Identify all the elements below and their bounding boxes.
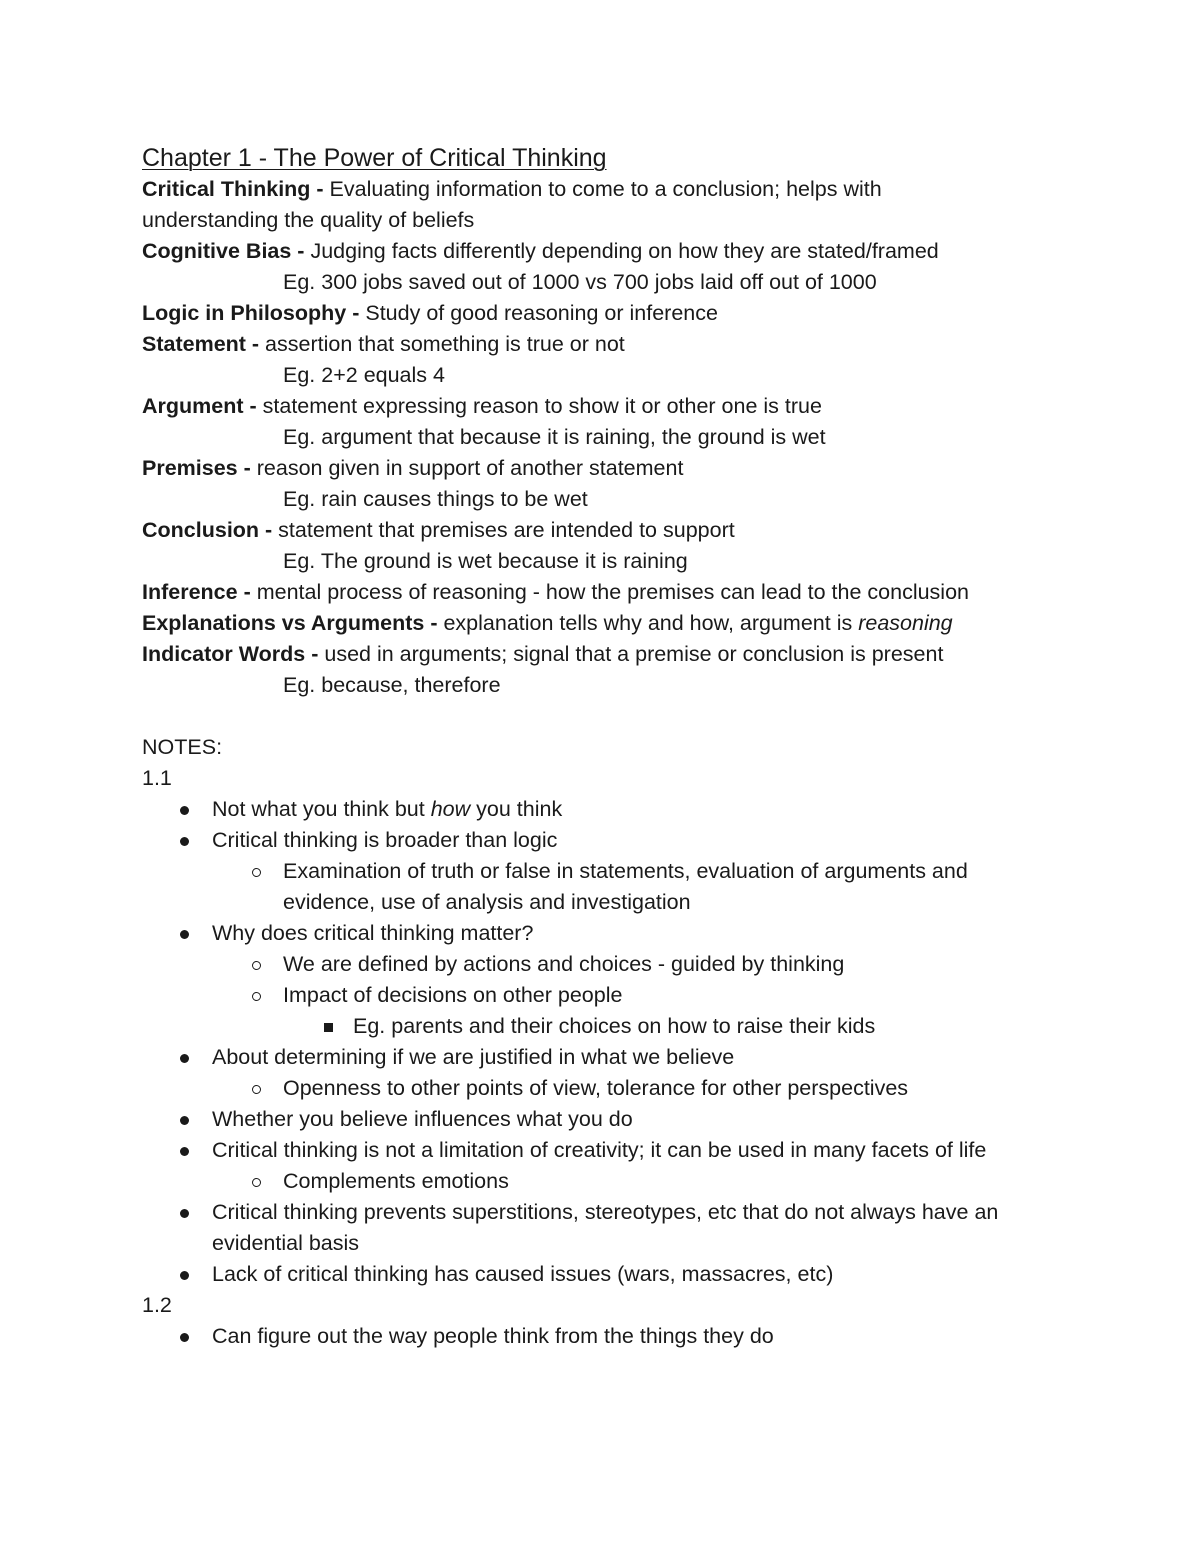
term: Explanations vs Arguments - [142,611,438,635]
definition-logic-in-philosophy [142,298,1062,329]
bullet-dot-icon [180,1209,189,1218]
list-item-text: Critical thinking is broader than logic [212,828,558,852]
definition-text: used in arguments; signal that a premise or conclusion is present [318,642,944,666]
term: Inference - [142,580,251,604]
list-item [142,1011,1062,1042]
document-page [142,142,1062,1352]
bullet-dot-icon [180,1147,189,1156]
list-item-text: Complements emotions [283,1169,509,1193]
bullet-dot-icon [180,1116,189,1125]
bullet-circle-icon [252,992,261,1001]
list-item [142,1073,1062,1104]
notes-list-1-1 [142,794,1062,1290]
list-item-text: Critical thinking prevents superstitions, stereotypes, etc that do not always have an evidential basis [212,1200,999,1255]
list-item-text: Impact of decisions on other people [283,983,623,1007]
definition-conclusion [142,515,1062,546]
definition-text: Study of good reasoning or inference [359,301,718,325]
notes-list-1-2 [142,1321,1062,1352]
list-item [142,1104,1062,1135]
bullet-circle-icon [252,1178,261,1187]
list-item [142,794,1062,825]
list-item [142,980,1062,1011]
example-text: Eg. The ground is wet because it is raining [283,549,688,573]
definition-text: explanation tells why and how, argument is [437,611,859,635]
definition-critical-thinking [142,174,992,236]
definition-text: statement that premises are intended to support [272,518,735,542]
section-number: 1.2 [142,1293,172,1317]
bullet-circle-icon [252,961,261,970]
bullet-dot-icon [180,837,189,846]
bullet-dot-icon [180,930,189,939]
definition-text: mental process of reasoning - how the premises can lead to the conclusion [250,580,969,604]
example-text: Eg. because, therefore [283,673,501,697]
definition-text: statement expressing reason to show it or other one is true [256,394,822,418]
bullet-circle-icon [252,1085,261,1094]
list-item [142,1321,1062,1352]
list-item [142,1166,1062,1197]
spacer [142,701,1062,732]
list-item [142,949,1062,980]
bullet-dot-icon [180,1271,189,1280]
bullet-dot-icon [180,1054,189,1063]
definition-text: Judging facts differently depending on how they are stated/framed [304,239,939,263]
term: Cognitive Bias - [142,239,305,263]
definition-text: reason given in support of another statement [250,456,684,480]
list-item-text: you think [470,797,563,821]
chapter-title: Chapter 1 - The Power of Critical Thinking [142,144,607,172]
notes-label: NOTES: [142,735,223,759]
definition-text: assertion that something is true or not [259,332,625,356]
example-text: Eg. 300 jobs saved out of 1000 vs 700 jobs laid off out of 1000 [283,270,877,294]
list-item-text: Can figure out the way people think from the things they do [212,1324,774,1348]
definition-text: Evaluating information to come to a conclusion; helps with understanding the quality of beliefs [142,177,882,232]
term: Premises - [142,456,251,480]
term: Indicator Words - [142,642,319,666]
term: Logic in Philosophy - [142,301,360,325]
section-number: 1.1 [142,766,172,790]
definition-inference [142,577,1062,608]
list-item-text: Whether you believe influences what you do [212,1107,633,1131]
list-item [142,1197,1052,1259]
list-item-text: Why does critical thinking matter? [212,921,534,945]
list-item-text: Examination of truth or false in statements, evaluation of arguments and evidence, use of analysis and investigation [283,859,968,914]
list-item [142,825,1062,856]
definition-italic: reasoning [858,611,953,635]
bullet-dot-icon [180,806,189,815]
definition-premises [142,453,1062,484]
list-item-text: Not what you think but [212,797,431,821]
bullet-circle-icon [252,868,261,877]
list-item [142,1135,1032,1166]
definition-explanations-vs-arguments [142,608,1062,639]
term: Argument - [142,394,257,418]
term: Statement - [142,332,260,356]
example-text: Eg. argument that because it is raining, the ground is wet [283,425,826,449]
list-item-text: About determining if we are justified in what we believe [212,1045,735,1069]
list-item-text: Eg. parents and their choices on how to raise their kids [353,1014,876,1038]
definition-cognitive-bias [142,236,1062,267]
definition-statement [142,329,1062,360]
list-item-text: Openness to other points of view, tolerance for other perspectives [283,1076,909,1100]
term: Critical Thinking - [142,177,324,201]
bullet-square-icon [324,1023,333,1032]
definition-indicator-words [142,639,1062,670]
list-item [142,856,1063,918]
bullet-dot-icon [180,1333,189,1342]
definition-argument [142,391,1062,422]
example-text: Eg. 2+2 equals 4 [283,363,445,387]
list-item [142,918,1062,949]
list-item-text: Critical thinking is not a limitation of creativity; it can be used in many facets of life [212,1138,987,1162]
term: Conclusion - [142,518,273,542]
list-item-italic: how [430,797,471,821]
list-item [142,1259,1062,1290]
list-item-text: Lack of critical thinking has caused issues (wars, massacres, etc) [212,1262,834,1286]
example-text: Eg. rain causes things to be wet [283,487,588,511]
list-item [142,1042,1062,1073]
list-item-text: We are defined by actions and choices - guided by thinking [283,952,845,976]
